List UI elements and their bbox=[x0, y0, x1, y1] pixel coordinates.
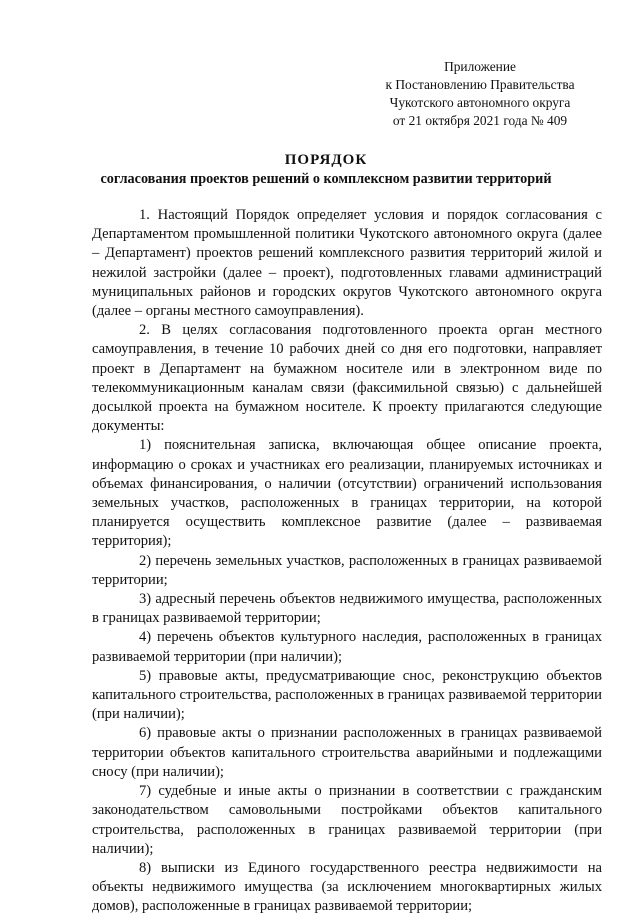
appendix-header bbox=[370, 58, 590, 130]
paragraph: 1. Настоящий Порядок определяет условия и порядок согласования с Департаментом промышленной политики Чукотского автономного округа (далее – Департамент) проектов решений комплексного развития территорий жилой и нежилой застройки (далее – проект), подготовленных главами администраций муниципальных районов и городских округов Чукотского автономного округа (далее – органы местного самоуправления). bbox=[92, 207, 602, 320]
paragraph: 2) перечень земельных участков, расположенных в границах развиваемой территории; bbox=[92, 552, 602, 588]
paragraph: 5) правовые акты, предусматривающие снос, реконструкцию объектов капитального строительства, расположенных в границах развиваемой территории (при наличии); bbox=[92, 667, 602, 723]
appendix-line: к Постановлению Правительства bbox=[385, 77, 575, 92]
document-subtitle: согласования проектов решений о комплексном развитии территорий bbox=[100, 171, 552, 187]
appendix-line: Приложение bbox=[444, 59, 516, 74]
paragraph: 1) пояснительная записка, включающая общее описание проекта, информацию о сроках и участниках его реализации, планируемых источниках и объемах финансирования, о наличии (отсутствии) ограничений использования земельных участков, расположенных в границах территории, на которой планируется осуществить комплексное развитие (далее – развиваемая территория); bbox=[92, 437, 602, 550]
document-body bbox=[92, 206, 602, 917]
paragraph: 4) перечень объектов культурного наследия, расположенных в границах развиваемой территории (при наличии); bbox=[92, 629, 602, 665]
paragraph: 7) судебные и иные акты о признании в соответствии с гражданским законодательством самовольными постройками объектов капитального строительства, расположенных в границах развиваемой территории (при наличии); bbox=[92, 783, 602, 857]
document-title: ПОРЯДОК bbox=[284, 152, 368, 168]
appendix-line: Чукотского автономного округа bbox=[389, 95, 571, 110]
paragraph: 8) выписки из Единого государственного реестра недвижимости на объекты недвижимого имущества (за исключением многоквартирных жилых домов), расположенные в границах развиваемой территории; bbox=[92, 859, 602, 915]
paragraph: 6) правовые акты о признании расположенных в границах развиваемой территории объектов капитального строительства аварийными и подлежащими сносу (при наличии); bbox=[92, 725, 602, 780]
appendix-line: от 21 октября 2021 года № 409 bbox=[392, 113, 568, 128]
paragraph: 2. В целях согласования подготовленного проекта орган местного самоуправления, в течение 10 рабочих дней со дня его подготовки, направляет проект в Департамент на бумажном носителе или в электронном виде по телекоммуникационным каналам связи (факсимильной связью) с дальнейшей досылкой проекта на бумажном носителе. К проекту прилагаются следующие документы: bbox=[92, 322, 602, 435]
paragraph: 3) адресный перечень объектов недвижимого имущества, расположенных в границах развиваемой территории; bbox=[92, 591, 602, 627]
